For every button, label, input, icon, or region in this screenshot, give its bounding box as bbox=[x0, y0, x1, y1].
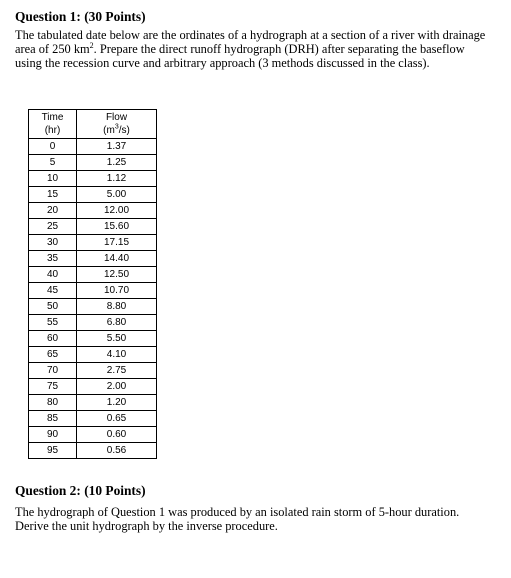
flow-cell: 12.50 bbox=[77, 267, 157, 283]
time-column-header: Time (hr) bbox=[29, 110, 77, 139]
time-cell: 60 bbox=[29, 331, 77, 347]
flow-cell: 1.25 bbox=[77, 155, 157, 171]
table-row bbox=[29, 443, 157, 459]
flow-cell: 0.56 bbox=[77, 443, 157, 459]
question-1-line-3: using the recession curve and arbitrary approach (3 methods discussed in the class). bbox=[15, 56, 430, 70]
flow-cell: 1.37 bbox=[77, 139, 157, 155]
table-row bbox=[29, 235, 157, 251]
table-row bbox=[29, 379, 157, 395]
time-cell: 30 bbox=[29, 235, 77, 251]
flow-cell: 5.00 bbox=[77, 187, 157, 203]
table-row bbox=[29, 315, 157, 331]
flow-cell: 10.70 bbox=[77, 283, 157, 299]
table-row bbox=[29, 299, 157, 315]
table-row bbox=[29, 203, 157, 219]
flow-cell: 14.40 bbox=[77, 251, 157, 267]
time-cell: 70 bbox=[29, 363, 77, 379]
time-cell: 35 bbox=[29, 251, 77, 267]
flow-cell: 12.00 bbox=[77, 203, 157, 219]
flow-cell: 1.12 bbox=[77, 171, 157, 187]
question-2-line-2: Derive the unit hydrograph by the inverse procedure. bbox=[15, 519, 278, 533]
flow-cell: 15.60 bbox=[77, 219, 157, 235]
question-2-line-1: The hydrograph of Question 1 was produced by an isolated rain storm of 5-hour duration. bbox=[15, 505, 460, 519]
time-cell: 20 bbox=[29, 203, 77, 219]
flow-cell: 0.65 bbox=[77, 411, 157, 427]
table-row bbox=[29, 331, 157, 347]
time-cell: 95 bbox=[29, 443, 77, 459]
time-cell: 5 bbox=[29, 155, 77, 171]
table-row bbox=[29, 251, 157, 267]
table-row bbox=[29, 283, 157, 299]
time-cell: 10 bbox=[29, 171, 77, 187]
table-header-row bbox=[29, 110, 157, 139]
table-row bbox=[29, 363, 157, 379]
question-1-line-1: The tabulated date below are the ordinates of a hydrograph at a section of a river with drainage bbox=[15, 28, 486, 42]
flow-column-header: Flow $(m^3/s)$ bbox=[77, 110, 157, 139]
table-row bbox=[29, 347, 157, 363]
time-cell: 80 bbox=[29, 395, 77, 411]
flow-cell: 17.15 bbox=[77, 235, 157, 251]
time-cell: 0 bbox=[29, 139, 77, 155]
question-2-title: Question 2: (10 Points) bbox=[15, 483, 146, 498]
flow-cell: 2.00 bbox=[77, 379, 157, 395]
time-cell: 90 bbox=[29, 427, 77, 443]
table-row bbox=[29, 411, 157, 427]
flow-cell: 6.80 bbox=[77, 315, 157, 331]
flow-cell: 0.60 bbox=[77, 427, 157, 443]
time-cell: 50 bbox=[29, 299, 77, 315]
hydrograph-table bbox=[28, 109, 157, 459]
time-cell: 85 bbox=[29, 411, 77, 427]
flow-cell: 2.75 bbox=[77, 363, 157, 379]
time-cell: 15 bbox=[29, 187, 77, 203]
table-row bbox=[29, 427, 157, 443]
flow-cell: 5.50 bbox=[77, 331, 157, 347]
table-row bbox=[29, 187, 157, 203]
table-row bbox=[29, 395, 157, 411]
time-cell: 25 bbox=[29, 219, 77, 235]
table-row bbox=[29, 155, 157, 171]
flow-cell: 8.80 bbox=[77, 299, 157, 315]
question-1-title: Question 1: (30 Points) bbox=[15, 9, 146, 24]
table-row bbox=[29, 171, 157, 187]
time-cell: 75 bbox=[29, 379, 77, 395]
question-1-text bbox=[15, 28, 500, 70]
time-cell: 45 bbox=[29, 283, 77, 299]
time-cell: 55 bbox=[29, 315, 77, 331]
question-2-text bbox=[15, 505, 500, 533]
time-cell: 40 bbox=[29, 267, 77, 283]
question-1-line-2: area of 250 $km^2$. Prepare the direct runoff hydrograph (DRH) after separating the baseflow bbox=[15, 40, 465, 56]
time-cell: 65 bbox=[29, 347, 77, 363]
flow-cell: 1.20 bbox=[77, 395, 157, 411]
flow-cell: 4.10 bbox=[77, 347, 157, 363]
table-row bbox=[29, 219, 157, 235]
table-row bbox=[29, 267, 157, 283]
table-row bbox=[29, 139, 157, 155]
